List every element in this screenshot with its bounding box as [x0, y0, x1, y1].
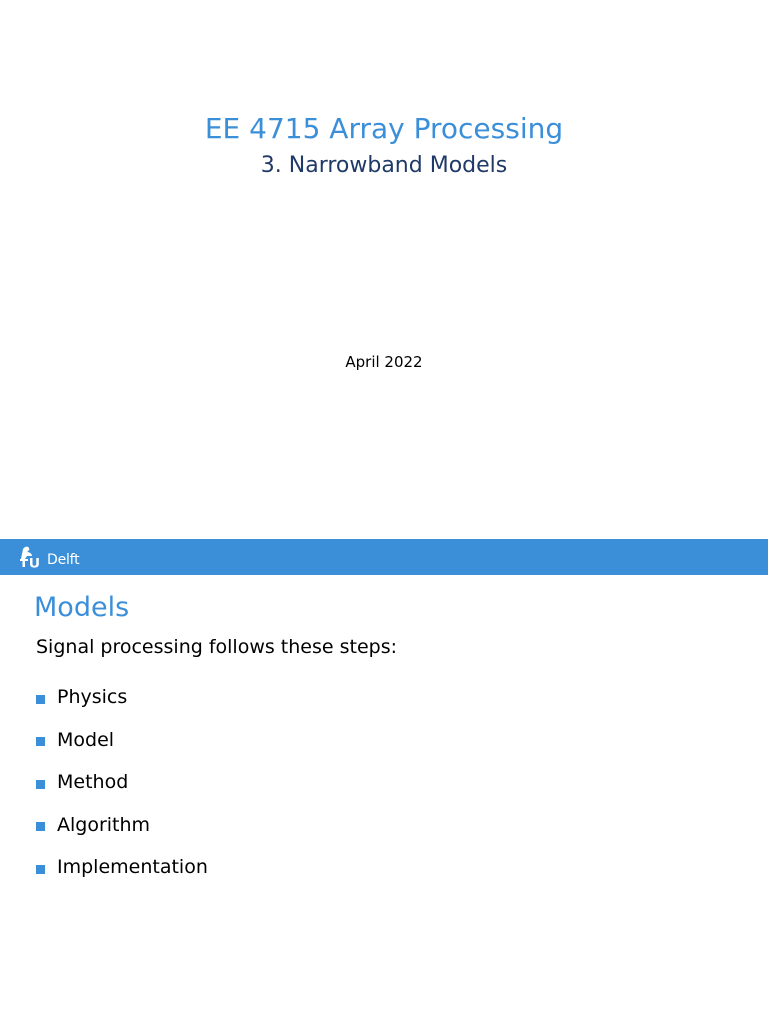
- header-bar: [0, 539, 768, 575]
- step-label: Model: [57, 728, 115, 751]
- step-label: Method: [57, 771, 129, 793]
- list-item: [36, 768, 208, 796]
- tu-delft-logo: [18, 546, 79, 568]
- intro-text: Signal processing follows these steps:: [36, 636, 398, 658]
- bullet-square-icon: [36, 695, 45, 704]
- step-label: Algorithm: [57, 813, 151, 836]
- list-item: [36, 726, 208, 754]
- bullet-square-icon: [36, 780, 45, 789]
- logo-text: Delft: [47, 552, 80, 568]
- bullet-square-icon: [36, 822, 45, 831]
- step-label: Physics: [57, 686, 128, 708]
- steps-list: [36, 683, 208, 896]
- bullet-square-icon: [36, 865, 45, 874]
- list-item: [36, 853, 208, 881]
- tu-delft-flame-logo-icon: [18, 546, 46, 568]
- step-label: Implementation: [57, 856, 208, 878]
- section-heading: Models: [34, 592, 130, 623]
- slide-date: April 2022: [345, 353, 423, 371]
- slide-subtitle: 3. Narrowband Models: [260, 153, 508, 178]
- list-item: [36, 811, 208, 839]
- bullet-square-icon: [36, 737, 45, 746]
- slide-title: EE 4715 Array Processing: [204, 112, 564, 145]
- list-item: [36, 683, 208, 711]
